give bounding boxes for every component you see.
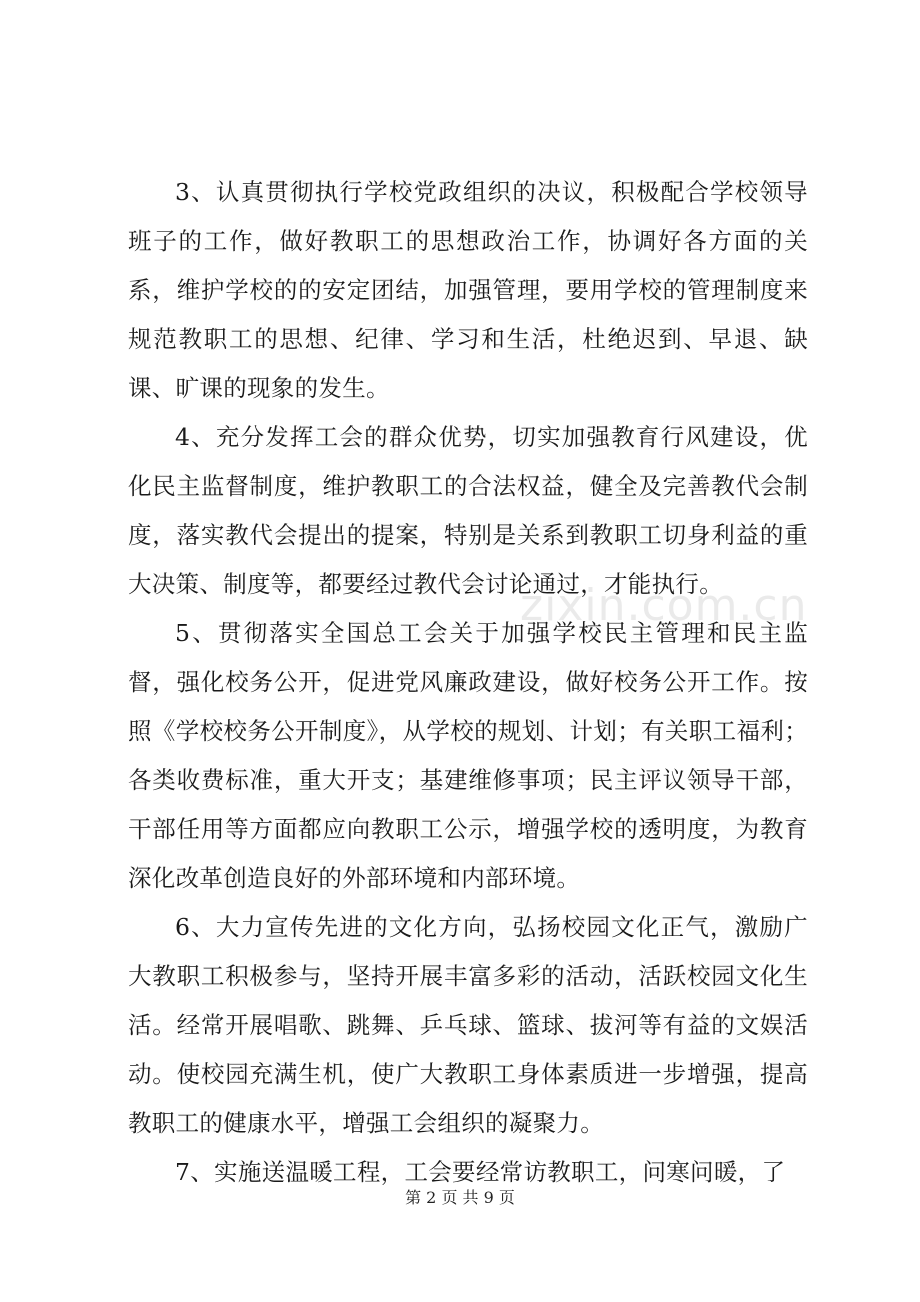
paragraph-item-6: 6、大力宣传先进的文化方向，弘扬校园文化正气，激励广大教职工积极参与，坚持开展丰富多彩的活动，活跃校园文化生活。经常开展唱歌、跳舞、乒乓球、篮球、拔河等有益的文娱活动。使校园充满生机，使广大教职工身体素质进一步增强，提高教职工的健康水平，增强工会组织的凝聚力。 [128,913,808,1137]
document-body [128,168,808,1197]
paragraph-item-7: 7、实施送温暖工程，工会要经常访教职工，问寒问暖，了 [175,1158,786,1186]
paragraph-item-4: 4、充分发挥工会的群众优势，切实加强教育行风建设，优化民主监督制度，维护教职工的合法权益，健全及完善教代会制度，落实教代会提出的提案，特别是关系到教职工切身利益的重大决策、制度等，都要经过教代会讨论通过，才能执行。 [128,423,808,598]
paragraph-item-3: 3、认真贯彻执行学校党政组织的决议，积极配合学校领导班子的工作，做好教职工的思想政治工作，协调好各方面的关系，维护学校的的安定团结，加强管理，要用学校的管理制度来规范教职工的思想、纪律、学习和生活，杜绝迟到、早退、缺课、旷课的现象的发生。 [128,178,808,402]
page-number-footer: 第 2 页 共 9 页 [405,1188,515,1207]
paragraph-item-5: 5、贯彻落实全国总工会关于加强学校民主管理和民主监督，强化校务公开，促进党风廉政建设，做好校务公开工作。按照《学校校务公开制度》，从学校的规划、计划；有关职工福利；各类收费标准，重大开支；基建维修事项；民主评议领导干部，干部任用等方面都应向教职工公示，增强学校的透明度，为教育深化改革创造良好的外部环境和内部环境。 [128,619,808,892]
site-watermark: zixin.com.cn [520,580,808,631]
